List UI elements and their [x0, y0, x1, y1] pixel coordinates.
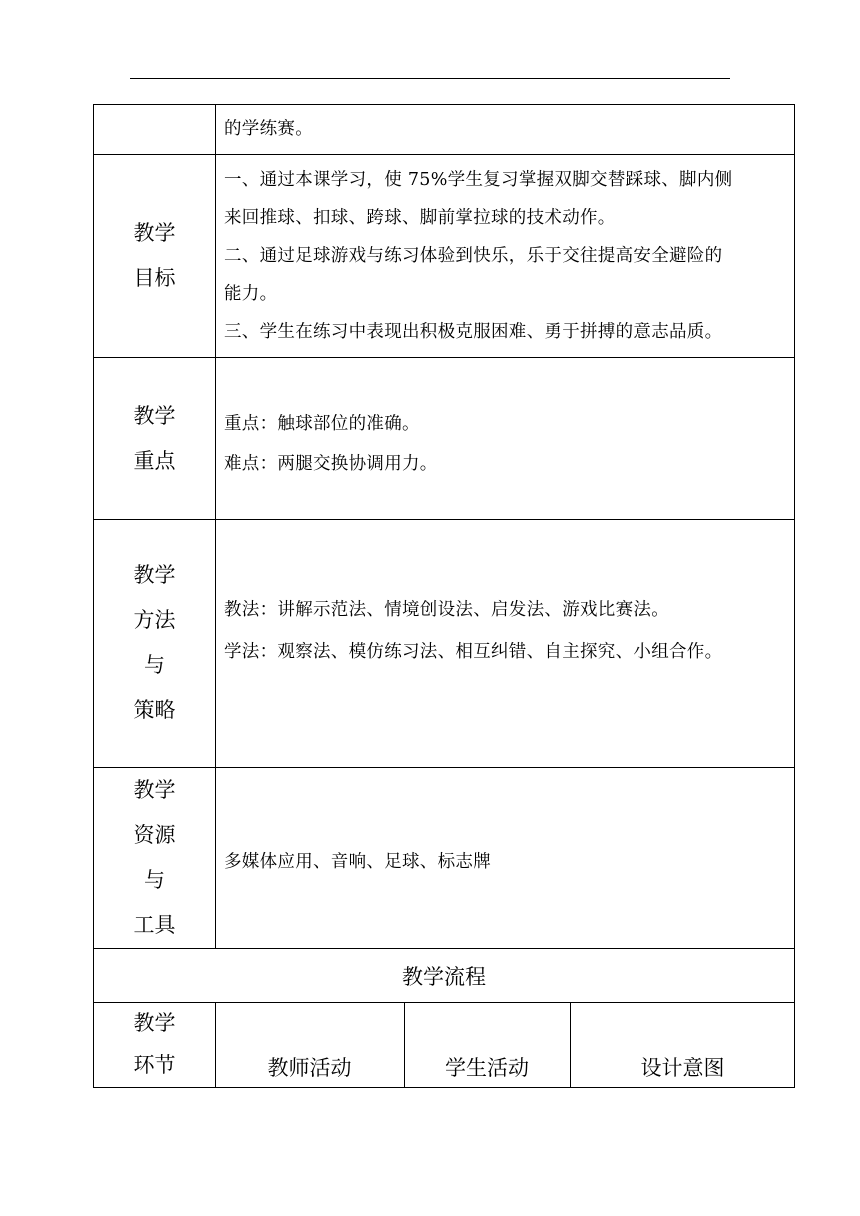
key-points-text	[224, 404, 790, 484]
methods-label-line-1: 教学	[133, 563, 176, 587]
label-column-divider	[215, 104, 216, 949]
goals-line-1: 一、通过本课学习，使 75%学生复习掌握双脚交替踩球、脚内侧	[224, 170, 733, 190]
resources-text: 多媒体应用、音响、足球、标志牌	[224, 852, 491, 872]
top-fragment-text: 的学练赛。	[224, 119, 313, 139]
methods-line-2: 学法：观察法、模仿练习法、相互纠错、自主探究、小组合作。	[224, 642, 723, 662]
flow-stage-label	[94, 1002, 215, 1086]
methods-text	[224, 589, 790, 673]
methods-label-line-2: 方法	[133, 608, 176, 632]
goals-label-line-1: 教学	[133, 221, 176, 245]
header-rule	[130, 78, 730, 79]
flow-stage-line-2: 环节	[133, 1053, 176, 1077]
resources-label-line-2: 资源	[133, 823, 176, 847]
goals-line-3: 二、通过足球游戏与练习体验到快乐，乐于交往提高安全避险的	[224, 246, 723, 266]
resources-label-line-4: 工具	[133, 913, 176, 937]
key-points-label	[94, 394, 215, 484]
methods-label-line-4: 策略	[133, 698, 176, 722]
methods-line-1: 教法：讲解示范法、情境创设法、启发法、游戏比赛法。	[224, 600, 669, 620]
methods-label	[94, 553, 215, 733]
flow-student-header: 学生活动	[445, 1056, 529, 1080]
goals-line-2: 来回推球、扣球、跨球、脚前掌拉球的技术动作。	[224, 208, 616, 228]
flow-intent-header: 设计意图	[640, 1056, 725, 1080]
key-points-label-line-2: 重点	[133, 449, 176, 473]
flow-stage-line-1: 教学	[133, 1011, 176, 1035]
resources-label-line-1: 教学	[133, 778, 176, 802]
key-point-line-2: 难点：两腿交换协调用力。	[224, 454, 438, 474]
key-points-label-line-1: 教学	[133, 404, 176, 428]
goals-text	[224, 161, 790, 351]
goals-label-line-2: 目标	[133, 266, 176, 290]
resources-label	[94, 768, 215, 948]
goals-line-5: 三、学生在练习中表现出积极克服困难、勇于拼搏的意志品质。	[224, 322, 723, 342]
resources-label-line-3: 与	[144, 868, 165, 892]
flow-teacher-header: 教师活动	[267, 1056, 352, 1080]
key-point-line-1: 重点：触球部位的准确。	[224, 414, 420, 434]
goals-line-4: 能力。	[224, 284, 278, 304]
flow-title: 教学流程	[402, 965, 486, 989]
goals-label	[94, 211, 215, 301]
methods-label-line-3: 与	[144, 653, 165, 677]
